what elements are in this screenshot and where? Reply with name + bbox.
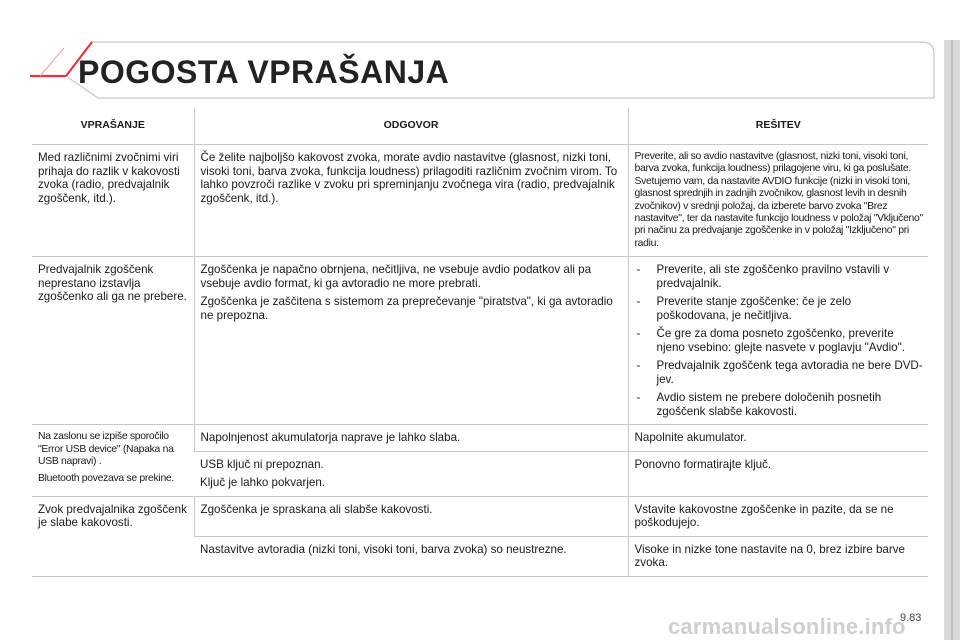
solution-cell: [628, 536, 928, 576]
column-header-solution: REŠITEV: [628, 108, 928, 145]
question-cell: [32, 145, 194, 257]
solution-cell: [628, 496, 928, 536]
solution-cell: [628, 145, 928, 257]
title-banner: [0, 18, 960, 116]
solution-list-item: - Avdio sistem ne prebere določenih posnetih zgoščenk slabše kakovosti.: [635, 391, 924, 418]
answer-cell: [194, 536, 628, 576]
page-number: 9.83: [900, 612, 922, 624]
answer-text: Zgoščenka je zaščitena s sistemom za preprečevanje "piratstva", ki ga avtoradio ne prepozna.: [200, 295, 613, 322]
answer-text: USB ključ ni prepoznan.: [200, 457, 324, 471]
question-text: Zvok predvajalnika zgoščenk je slabe kakovosti.: [38, 502, 187, 530]
solution-list-item: - Preverite, ali ste zgoščenko pravilno vstavili v predvajalnik.: [635, 263, 924, 290]
solution-text: Vstavite kakovostne zgoščenke in pazite, da se ne poškodujejo.: [634, 502, 894, 530]
question-cell: [32, 425, 194, 497]
question-text: Bluetooth povezava se prekine.: [38, 473, 174, 485]
faq-table: [32, 108, 928, 577]
table-row: [32, 425, 928, 452]
answer-text: Napolnjenost akumulatorja naprave je lahko slaba.: [200, 431, 461, 445]
solution-list-item: - Predvajalnik zgoščenk tega avtoradia ne bere DVD-jev.: [635, 359, 924, 386]
question-cell: [32, 496, 194, 576]
answer-cell: [194, 257, 628, 425]
answer-cell: [194, 451, 628, 496]
watermark: carmanualsonline.info: [668, 614, 906, 639]
answer-cell: [194, 496, 628, 536]
table-row: [32, 496, 928, 536]
table-row: [32, 145, 928, 257]
solution-list: [635, 263, 924, 418]
title-accent-shadow: [40, 48, 64, 76]
solution-cell: [628, 451, 928, 496]
solution-text: Preverite, ali so avdio nastavitve (glasnost, nizki toni, visoki toni, barva zvoka, funkcija loudness) prilagojene viru, ki ga poslušate. Svetujemo vam, da nastavite AVDIO funkcije (nizki in visoki toni, glasnost sprednjih in zadnjih zvočnikov, glasnost levih in desnih zvočnikov) v srednji položaj, da izberete barvo zvoka "Brez nastavitve", ter da nastavite funkcijo loudness v položaj "Vključeno" pri načinu za predvajanje zgoščenke in v položaj "Izključeno" pri radiu.: [634, 151, 923, 249]
question-text: Predvajalnik zgoščenk neprestano izstavlja zgoščenko ali ga ne prebere.: [38, 263, 187, 304]
solution-list-item: - Če gre za doma posneto zgoščenko, preverite njeno vsebino: glejte nasvete v poglavju "Avdio".: [635, 327, 924, 354]
solution-cell: [628, 425, 928, 452]
table-header-row: [32, 108, 928, 145]
right-margin-line: [951, 40, 953, 640]
column-header-question: VPRAŠANJE: [32, 108, 194, 145]
solution-text: Ponovno formatirajte ključ.: [634, 457, 772, 471]
answer-text: Nastavitve avtoradia (nizki toni, visoki toni, barva zvoka) so neustrezne.: [200, 542, 567, 556]
column-header-answer: ODGOVOR: [194, 108, 628, 145]
answer-text: Ključ je lahko pokvarjen.: [200, 476, 326, 490]
solution-cell: [628, 257, 928, 425]
answer-cell: [194, 145, 628, 257]
question-text: Med različnimi zvočnimi viri prihaja do razlik v kakovosti zvoka (radio, predvajalnik zgoščenk, itd.).: [38, 151, 180, 205]
answer-cell: [194, 425, 628, 452]
table-row: [32, 257, 928, 425]
solution-text: Napolnite akumulator.: [634, 431, 747, 445]
answer-text: Če želite najboljšo kakovost zvoka, morate avdio nastavitve (glasnost, nizki toni, visoki toni, barva zvoka, funkcija loudness) prilagoditi različnim zvočnim virom. To lahko povzroči razlike v zvoku pri spreminjanju zvočnega vira (radio, predvajalnik zgoščenk, itd.).: [200, 151, 618, 205]
question-cell: [32, 257, 194, 425]
question-text: Na zaslonu se izpiše sporočilo "Error USB device" (Napaka na USB napravi) .: [38, 431, 174, 468]
answer-text: Zgoščenka je spraskana ali slabše kakovosti.: [200, 502, 433, 516]
page-title: POGOSTA VPRAŠANJA: [78, 54, 450, 90]
answer-text: Zgoščenka je napačno obrnjena, nečitljiva, ne vsebuje avdio podatkov ali pa vsebuje avdio format, ki ga avtoradio ne more prebrati.: [200, 263, 592, 290]
solution-list-item: - Preverite stanje zgoščenke: če je zelo poškodovana, je nečitljiva.: [635, 295, 924, 322]
solution-text: Visoke in nizke tone nastavite na 0, brez izbire barve zvoka.: [634, 542, 905, 570]
